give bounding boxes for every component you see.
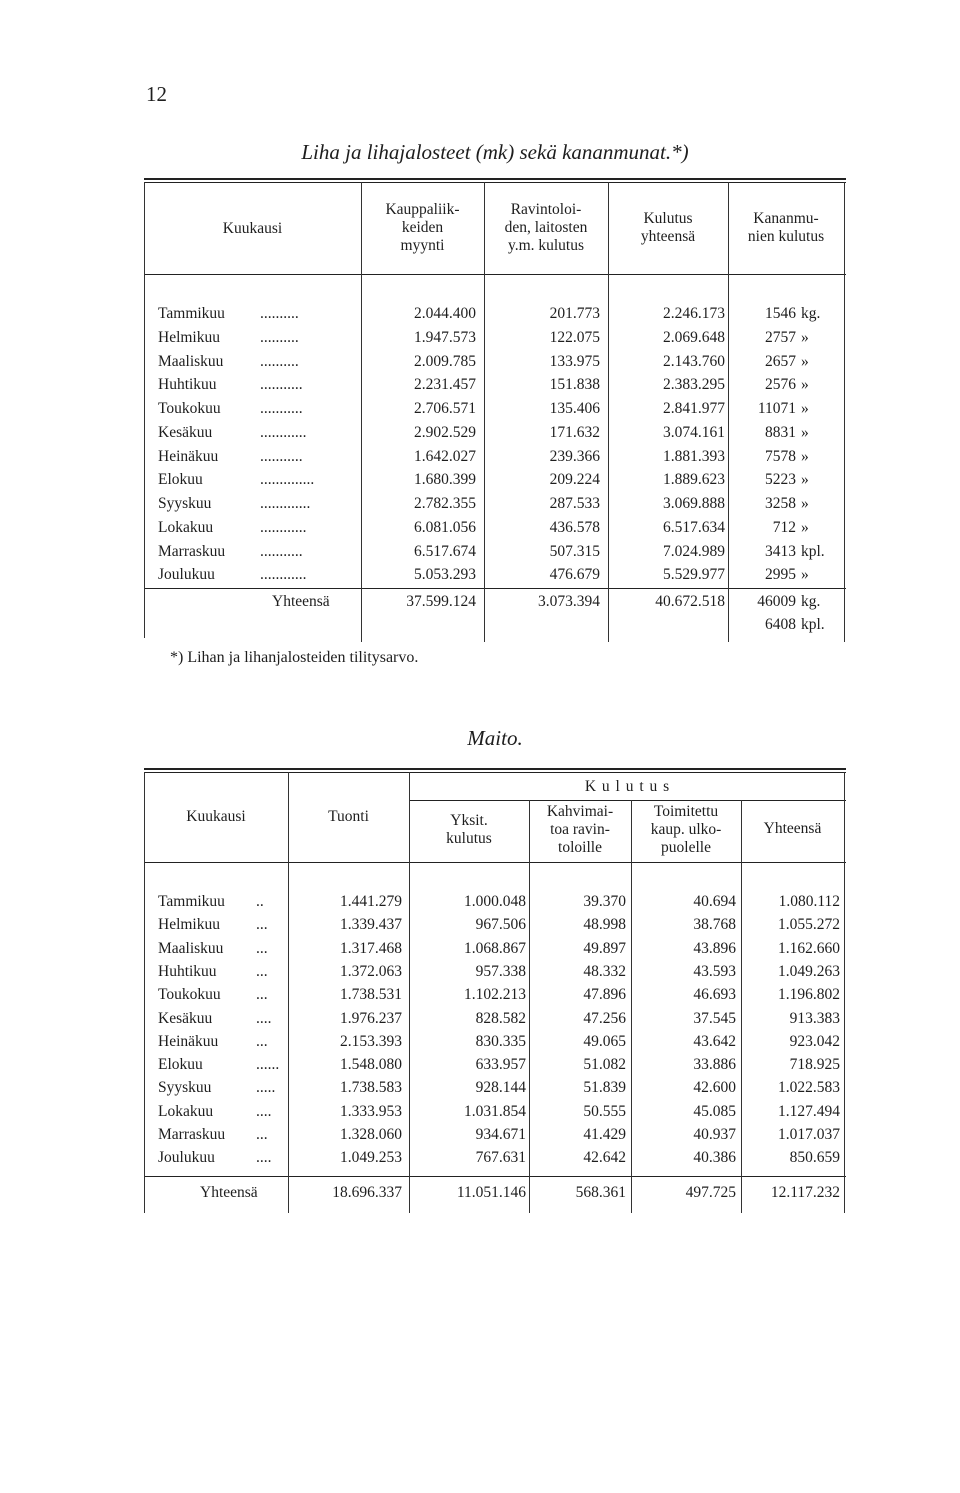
leader-dots: .......... (260, 328, 299, 346)
table-row (144, 543, 846, 566)
delivered-value: 38.768 (693, 916, 736, 934)
table-row (144, 1010, 846, 1033)
table-row (144, 448, 846, 471)
table-row (144, 1149, 846, 1172)
totals-restaurant: 3.073.394 (538, 593, 600, 610)
retail-value: 1.947.573 (414, 328, 476, 346)
month-name: Lokakuu (158, 518, 214, 536)
delivered-value: 40.937 (693, 1126, 736, 1143)
month-name: Heinäkuu (158, 1032, 219, 1050)
leader-dots: ... (256, 939, 268, 957)
leader-dots: ............ (260, 566, 307, 584)
retail-value: 2.706.571 (414, 400, 476, 417)
private-value: 767.631 (475, 1149, 526, 1167)
page-number: 12 (146, 82, 167, 106)
delivered-value: 43.593 (693, 962, 736, 980)
import-value: 1.333.953 (340, 1102, 402, 1120)
private-value: 934.671 (475, 1126, 526, 1143)
month-name: Kesäkuu (158, 423, 213, 441)
import-value: 1.548.080 (340, 1056, 402, 1074)
eggs-unit: » (801, 400, 809, 417)
totals-retail: 37.599.124 (406, 593, 476, 610)
totals-eggs-unit: kg. (801, 593, 821, 610)
month-name: Joulukuu (158, 566, 215, 584)
leader-dots: .......... (260, 352, 299, 370)
private-value: 633.957 (475, 1056, 526, 1074)
total-value: 1.022.583 (778, 1079, 840, 1097)
total-value: 850.659 (789, 1149, 840, 1167)
totals-delivered: 497.725 (685, 1184, 736, 1201)
month-name: Huhtikuu (158, 376, 217, 394)
table-row (144, 893, 846, 916)
table-row (144, 353, 846, 376)
total-value: 1.196.802 (778, 986, 840, 1004)
delivered-value: 33.886 (693, 1056, 736, 1074)
eggs-value: 1546 (765, 305, 796, 322)
leader-dots: ... (256, 986, 268, 1004)
consumption-value: 6.517.634 (663, 518, 725, 536)
retail-value: 2.782.355 (414, 495, 476, 512)
eggs-value: 8831 (765, 423, 796, 441)
month-name: Helmikuu (158, 328, 220, 346)
totals-eggs-pieces-unit: kpl. (801, 616, 825, 633)
cafes-value: 39.370 (583, 893, 626, 910)
private-value: 928.144 (475, 1079, 526, 1097)
private-value: 830.335 (475, 1032, 526, 1050)
table-top-rule-thin (144, 772, 846, 773)
table-row (144, 1079, 846, 1102)
header-eggs: Kananmu- nien kulutus (747, 210, 825, 245)
consumption-value: 3.074.161 (663, 423, 725, 441)
month-name: Syyskuu (158, 1079, 212, 1097)
cafes-value: 49.897 (583, 939, 626, 957)
totals-consumption: 40.672.518 (655, 593, 725, 610)
month-name: Tammikuu (158, 893, 225, 910)
eggs-value: 2757 (765, 328, 796, 346)
table-top-rule (144, 768, 846, 770)
restaurant-value: 476.679 (549, 566, 600, 584)
header-private: Yksit. kulutus (446, 812, 492, 847)
month-name: Syyskuu (158, 495, 212, 512)
private-value: 967.506 (475, 916, 526, 934)
table-row (144, 1103, 846, 1126)
eggs-unit: » (801, 423, 809, 441)
totals-row (144, 593, 846, 616)
consumption-value: 2.069.648 (663, 328, 725, 346)
import-value: 1.049.253 (340, 1149, 402, 1167)
retail-value: 6.081.056 (414, 518, 476, 536)
month-name: Maaliskuu (158, 939, 224, 957)
consumption-value: 2.383.295 (663, 376, 725, 394)
month-name: Heinäkuu (158, 447, 219, 465)
retail-value: 2.231.457 (414, 376, 476, 394)
eggs-value: 3413 (765, 542, 796, 560)
header-total: Yhteensä (763, 820, 822, 837)
totals-label: Yhteensä (272, 593, 330, 610)
cafes-value: 47.896 (583, 986, 626, 1004)
table-row (144, 566, 846, 589)
footnote: *) Lihan ja lihanjalosteiden tilitysarvo. (170, 649, 419, 666)
eggs-value: 3258 (765, 495, 796, 512)
month-name: Tammikuu (158, 305, 225, 322)
delivered-value: 37.545 (693, 1009, 736, 1027)
retail-value: 2.902.529 (414, 423, 476, 441)
table-row (144, 916, 846, 939)
delivered-value: 43.642 (693, 1032, 736, 1050)
private-value: 1.102.213 (464, 986, 526, 1004)
table-top-rule (144, 178, 846, 180)
delivered-value: 43.896 (693, 939, 736, 957)
eggs-value: 2995 (765, 566, 796, 584)
table-row (144, 1033, 846, 1056)
consumption-value: 2.841.977 (663, 400, 725, 417)
cafes-value: 49.065 (583, 1032, 626, 1050)
totals-row-2 (144, 616, 846, 639)
cafes-value: 50.555 (583, 1102, 626, 1120)
total-value: 1.055.272 (778, 916, 840, 934)
leader-dots: ........... (260, 400, 303, 417)
cafes-value: 47.256 (583, 1009, 626, 1027)
totals-label: Yhteensä (200, 1184, 258, 1201)
total-value: 1.017.037 (778, 1126, 840, 1143)
table-row (144, 986, 846, 1009)
month-name: Elokuu (158, 471, 203, 489)
leader-dots: ............ (260, 518, 307, 536)
delivered-value: 45.085 (693, 1102, 736, 1120)
cafes-value: 51.082 (583, 1056, 626, 1074)
header-restaurant: Ravintoloi- den, laitosten y.m. kulutus (504, 201, 588, 254)
leader-dots: .... (256, 1149, 272, 1167)
eggs-unit: » (801, 518, 809, 536)
header-cafes: Kahvimai- toa ravin- toloille (546, 803, 614, 856)
consumption-group-rule (409, 800, 846, 801)
total-value: 1.080.112 (778, 893, 840, 910)
restaurant-value: 287.533 (549, 495, 600, 512)
month-name: Elokuu (158, 1056, 203, 1074)
month-name: Lokakuu (158, 1102, 214, 1120)
leader-dots: .......... (260, 305, 299, 322)
cafes-value: 48.998 (583, 916, 626, 934)
month-name: Maaliskuu (158, 352, 224, 370)
table-row (144, 495, 846, 518)
table-row (144, 940, 846, 963)
delivered-value: 40.386 (693, 1149, 736, 1167)
totals-cafes: 568.361 (575, 1184, 626, 1201)
restaurant-value: 209.224 (549, 471, 600, 489)
total-value: 923.042 (789, 1032, 840, 1050)
consumption-value: 2.143.760 (663, 352, 725, 370)
table-row (144, 400, 846, 423)
eggs-value: 2657 (765, 352, 796, 370)
table-row (144, 963, 846, 986)
import-value: 1.738.583 (340, 1079, 402, 1097)
milk-table-title: Maito. (467, 726, 523, 750)
leader-dots: ..... (256, 1079, 276, 1097)
leader-dots: ... (256, 1032, 268, 1050)
restaurant-value: 507.315 (549, 542, 600, 560)
consumption-value: 2.246.173 (663, 305, 725, 322)
totals-eggs: 46009 (757, 593, 796, 610)
eggs-value: 5223 (765, 471, 796, 489)
totals-eggs-pieces: 6408 (765, 616, 796, 633)
consumption-value: 3.069.888 (663, 495, 725, 512)
table-row (144, 1126, 846, 1149)
import-value: 1.328.060 (340, 1126, 402, 1143)
retail-value: 6.517.674 (414, 542, 476, 560)
leader-dots: .... (256, 1009, 272, 1027)
table-row (144, 1056, 846, 1079)
totals-import: 18.696.337 (332, 1184, 402, 1201)
leader-dots: ... (256, 1126, 268, 1143)
import-value: 1.339.437 (340, 916, 402, 934)
leader-dots: .... (256, 1102, 272, 1120)
header-retail: Kauppaliik- keiden myynti (385, 201, 460, 254)
cafes-value: 48.332 (583, 962, 626, 980)
leader-dots: ... (256, 962, 268, 980)
header-consumption-group: K u l u t u s (584, 778, 671, 795)
retail-value: 1.642.027 (414, 447, 476, 465)
month-name: Helmikuu (158, 916, 220, 934)
restaurant-value: 122.075 (549, 328, 600, 346)
table-row (144, 519, 846, 542)
milk-table (144, 768, 846, 1213)
header-month: Kuukausi (222, 220, 283, 237)
consumption-value: 5.529.977 (663, 566, 725, 584)
total-value: 913.383 (789, 1009, 840, 1027)
retail-value: 2.044.400 (414, 305, 476, 322)
restaurant-value: 239.366 (549, 447, 600, 465)
import-value: 1.738.531 (340, 986, 402, 1004)
eggs-value: 7578 (765, 447, 796, 465)
month-name: Huhtikuu (158, 962, 217, 980)
import-value: 1.976.237 (340, 1009, 402, 1027)
retail-value: 1.680.399 (414, 471, 476, 489)
header-bottom-rule (144, 274, 846, 275)
delivered-value: 46.693 (693, 986, 736, 1004)
eggs-unit: kpl. (801, 542, 825, 560)
delivered-value: 40.694 (693, 893, 736, 910)
month-name: Toukokuu (158, 400, 221, 417)
total-value: 1.162.660 (778, 939, 840, 957)
totals-row (144, 1184, 846, 1207)
cafes-value: 51.839 (583, 1079, 626, 1097)
import-value: 1.317.468 (340, 939, 402, 957)
leader-dots: .............. (260, 471, 315, 489)
restaurant-value: 201.773 (549, 305, 600, 322)
month-name: Marraskuu (158, 1126, 226, 1143)
month-name: Joulukuu (158, 1149, 215, 1167)
month-name: Kesäkuu (158, 1009, 213, 1027)
consumption-value: 1.881.393 (663, 447, 725, 465)
month-name: Marraskuu (158, 542, 226, 560)
header-total-consumption: Kulutus yhteensä (640, 210, 696, 245)
eggs-value: 2576 (765, 376, 796, 394)
leader-dots: ........... (260, 376, 303, 394)
delivered-value: 42.600 (693, 1079, 736, 1097)
leader-dots: ............. (260, 495, 311, 512)
totals-total: 12.117.232 (770, 1184, 840, 1201)
table-top-rule-thin (144, 182, 846, 183)
meat-table (144, 178, 846, 638)
restaurant-value: 436.578 (549, 518, 600, 536)
eggs-unit: » (801, 495, 809, 512)
retail-value: 5.053.293 (414, 566, 476, 584)
eggs-unit: » (801, 471, 809, 489)
header-import: Tuonti (328, 808, 369, 825)
import-value: 1.372.063 (340, 962, 402, 980)
total-value: 1.049.263 (778, 962, 840, 980)
header-month: Kuukausi (186, 808, 246, 825)
restaurant-value: 171.632 (549, 423, 600, 441)
import-value: 2.153.393 (340, 1032, 402, 1050)
import-value: 1.441.279 (340, 893, 402, 910)
leader-dots: ............ (260, 423, 307, 441)
table-row (144, 329, 846, 352)
consumption-value: 1.889.623 (663, 471, 725, 489)
header-delivered: Toimitettu kaup. ulko- puolelle (650, 803, 722, 856)
eggs-unit: » (801, 566, 809, 584)
eggs-unit: » (801, 352, 809, 370)
private-value: 1.000.048 (464, 893, 526, 910)
private-value: 1.068.867 (464, 939, 526, 957)
eggs-value: 712 (772, 518, 796, 536)
table-row (144, 424, 846, 447)
restaurant-value: 133.975 (549, 352, 600, 370)
restaurant-value: 135.406 (549, 400, 600, 417)
leader-dots: ........... (260, 447, 303, 465)
month-name: Toukokuu (158, 986, 221, 1004)
eggs-value: 11071 (757, 400, 796, 417)
eggs-unit: » (801, 376, 809, 394)
eggs-unit: » (801, 328, 809, 346)
cafes-value: 42.642 (583, 1149, 626, 1167)
retail-value: 2.009.785 (414, 352, 476, 370)
table-row (144, 471, 846, 494)
total-value: 718.925 (789, 1056, 840, 1074)
meat-table-title: Liha ja lihajalosteet (mk) sekä kananmunat.*) (301, 140, 689, 164)
total-value: 1.127.494 (778, 1102, 840, 1120)
private-value: 828.582 (475, 1009, 526, 1027)
leader-dots: ...... (256, 1056, 280, 1074)
eggs-unit: kg. (801, 305, 821, 322)
table-row (144, 376, 846, 399)
private-value: 957.338 (475, 962, 526, 980)
private-value: 1.031.854 (464, 1102, 526, 1120)
cafes-value: 41.429 (583, 1126, 626, 1143)
consumption-value: 7.024.989 (663, 542, 725, 560)
leader-dots: ........... (260, 542, 303, 560)
restaurant-value: 151.838 (549, 376, 600, 394)
leader-dots: .. (256, 893, 264, 910)
eggs-unit: » (801, 447, 809, 465)
totals-private: 11.051.146 (456, 1184, 526, 1201)
leader-dots: ... (256, 916, 268, 934)
table-row (144, 305, 846, 328)
